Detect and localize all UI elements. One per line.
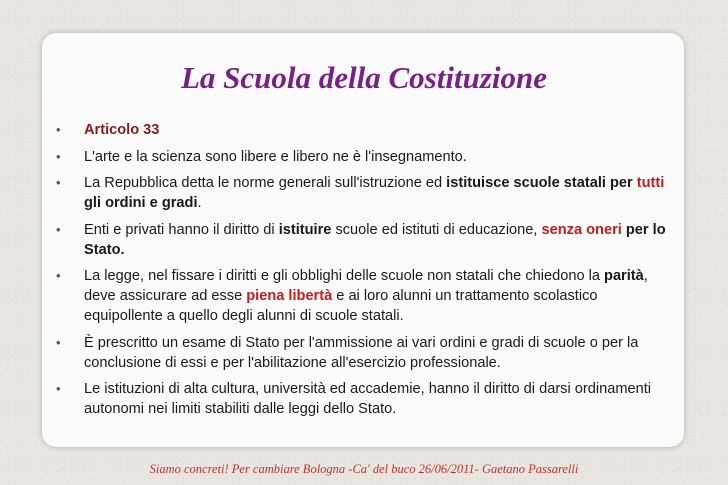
item-bold-text: per lo Stato. bbox=[84, 221, 666, 258]
item-text: scuole ed istituti di educazione, bbox=[331, 221, 542, 238]
bullet-list bbox=[56, 120, 670, 426]
list-item bbox=[56, 120, 670, 140]
bullet-icon: • bbox=[56, 221, 61, 237]
item-text: . bbox=[197, 195, 202, 211]
bullet-icon: • bbox=[56, 175, 61, 190]
bullet-icon: • bbox=[56, 381, 61, 396]
item-text: L'arte e la scienza sono libere e libero ne è l'insegnamento. bbox=[84, 148, 467, 165]
item-highlight-text: senza oneri bbox=[541, 221, 622, 238]
item-highlight-text: tutti bbox=[636, 175, 665, 191]
list-item bbox=[56, 266, 670, 326]
item-text: Le istituzioni di alta cultura, università ed accademie, hanno il diritto di darsi ordinamenti autonomi nei limiti stabiliti dalle leggi dello Stato. bbox=[84, 381, 652, 417]
bullet-icon: • bbox=[56, 122, 61, 137]
item-text: La legge, nel fissare i diritti e gli obblighi delle scuole non statali che chiedono la bbox=[84, 268, 605, 284]
item-bold-text: gli ordini e gradi bbox=[84, 195, 198, 211]
list-item bbox=[56, 147, 670, 167]
list-item bbox=[56, 333, 670, 373]
item-bold-text: parità bbox=[604, 268, 644, 284]
list-item bbox=[56, 173, 670, 213]
item-text: È prescritto un esame di Stato per l'ammissione ai vari ordini e gradi di scuole o per la conclusione di essi e per l'abilitazione all'esercizio professionale. bbox=[84, 334, 639, 371]
article-heading: Articolo 33 bbox=[84, 122, 160, 138]
item-highlight-text: piena libertà bbox=[246, 288, 333, 304]
item-text: Enti e privati hanno il diritto di bbox=[84, 221, 279, 238]
bullet-icon: • bbox=[56, 334, 61, 350]
item-bold-text: istituire bbox=[278, 221, 332, 238]
slide-footer: Siamo concreti! Per cambiare Bologna -Ca' del buco 26/06/2011- Gaetano Passarelli bbox=[149, 462, 579, 476]
item-text: La Repubblica detta le norme generali sull'istruzione ed bbox=[84, 175, 447, 191]
item-text: e ai loro alunni un trattamento scolastico equipollente a quello degli alunni di scuole statali. bbox=[84, 288, 598, 324]
list-item bbox=[56, 220, 670, 260]
bullet-icon: • bbox=[56, 148, 61, 164]
item-text: , deve assicurare ad esse bbox=[84, 268, 648, 304]
item-bold-text: istituisce scuole statali per bbox=[446, 175, 637, 191]
slide-title: La Scuola della Costituzione bbox=[180, 60, 548, 95]
bullet-icon: • bbox=[56, 268, 61, 283]
list-item bbox=[56, 379, 670, 419]
